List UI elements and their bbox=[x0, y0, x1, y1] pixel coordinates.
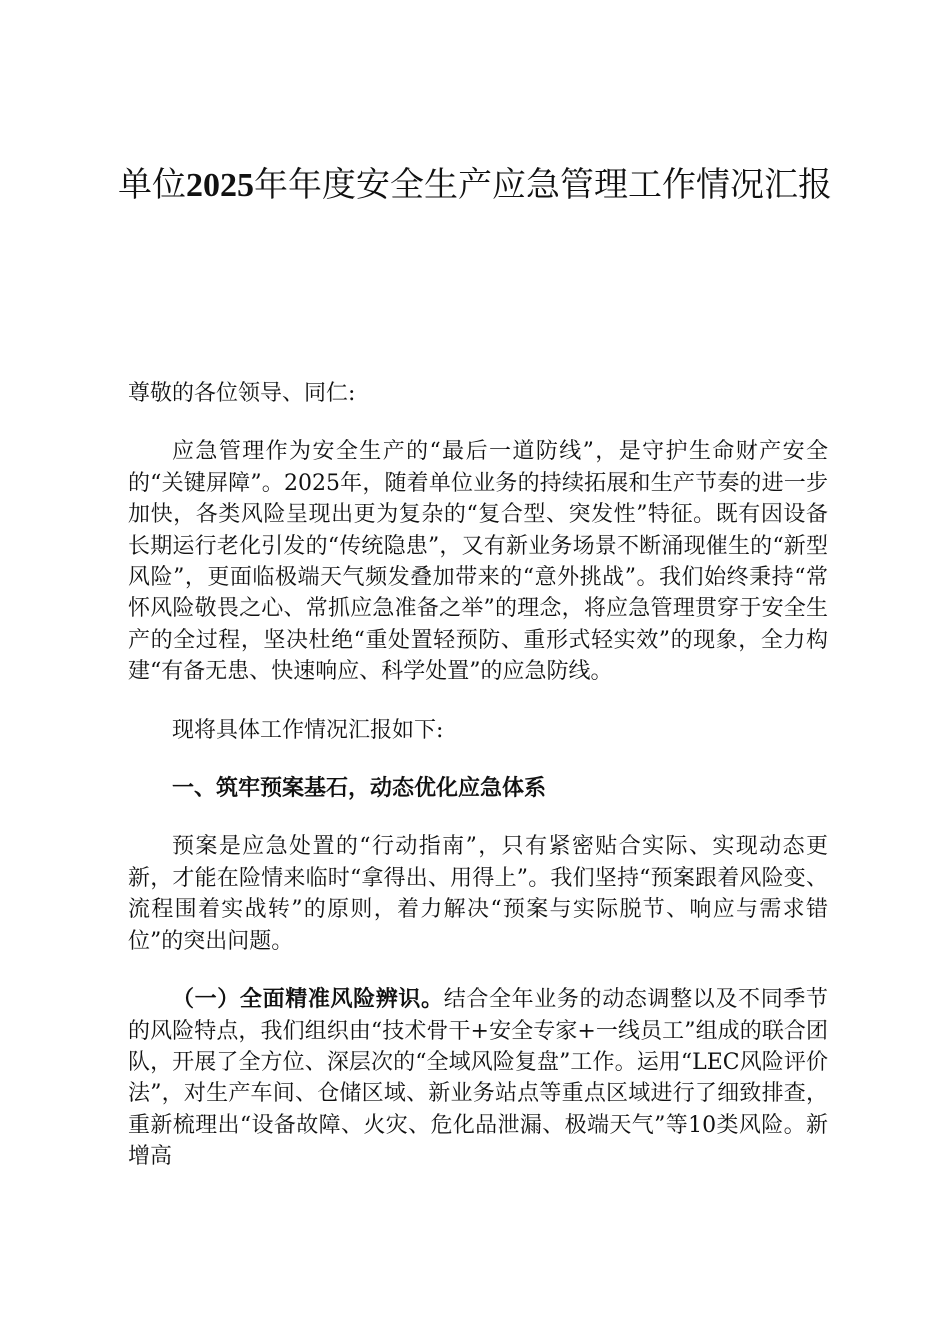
salutation: 尊敬的各位领导、同仁: bbox=[128, 381, 356, 406]
subsection-1-lead: （一）全面精准风险辨识。 bbox=[172, 986, 444, 1013]
title-year: 2025 bbox=[186, 167, 254, 204]
document-title bbox=[100, 160, 850, 211]
title-suffix: 年年度安全生产应急管理工作情况汇报 bbox=[254, 165, 832, 205]
title-prefix: 单位 bbox=[118, 165, 186, 205]
document-body bbox=[128, 378, 828, 1200]
section-1-heading: 一、筑牢预案基石，动态优化应急体系 bbox=[172, 775, 547, 802]
report-intro-paragraph: 现将具体工作情况汇报如下: bbox=[172, 717, 444, 743]
section-1-paragraph: 预案是应急处置的“行动指南”，只有紧密贴合实际、实现动态更新，才能在险情来临时“拿得出、用得上”。我们坚持“预案跟着风险变、流程围着实战转”的原则，着力解决“预案与实际脱节、响应与需求错位”的突出问题。 bbox=[128, 834, 828, 954]
subsection-1-body: 结合全年业务的动态调整以及不同季节的风险特点，我们组织由“技术骨干+安全专家+一线员工”组成的联合团队，开展了全方位、深层次的“全域风险复盘”工作。运用“LEC风险评价法”，对生产车间、仓储区域、新业务站点等重点区域进行了细致排查，重新梳理出“设备故障、火灾、危化品泄漏、极端天气”等10类风险。新增高 bbox=[128, 987, 828, 1170]
intro-paragraph: 应急管理作为安全生产的“最后一道防线”，是守护生命财产安全的“关键屏障”。2025年，随着单位业务的持续拓展和生产节奏的进一步加快，各类风险呈现出更为复杂的“复合型、突发性”特征。既有因设备长期运行老化引发的“传统隐患”，又有新业务场景不断涌现催生的“新型风险”，更面临极端天气频发叠加带来的“意外挑战”。我们始终秉持“常怀风险敬畏之心、常抓应急准备之举”的理念，将应急管理贯穿于安全生产的全过程，坚决杜绝“重处置轻预防、重形式轻实效”的现象，全力构建“有备无患、快速响应、科学处置”的应急防线。 bbox=[128, 439, 828, 685]
subsection-1-paragraph bbox=[128, 984, 828, 1172]
